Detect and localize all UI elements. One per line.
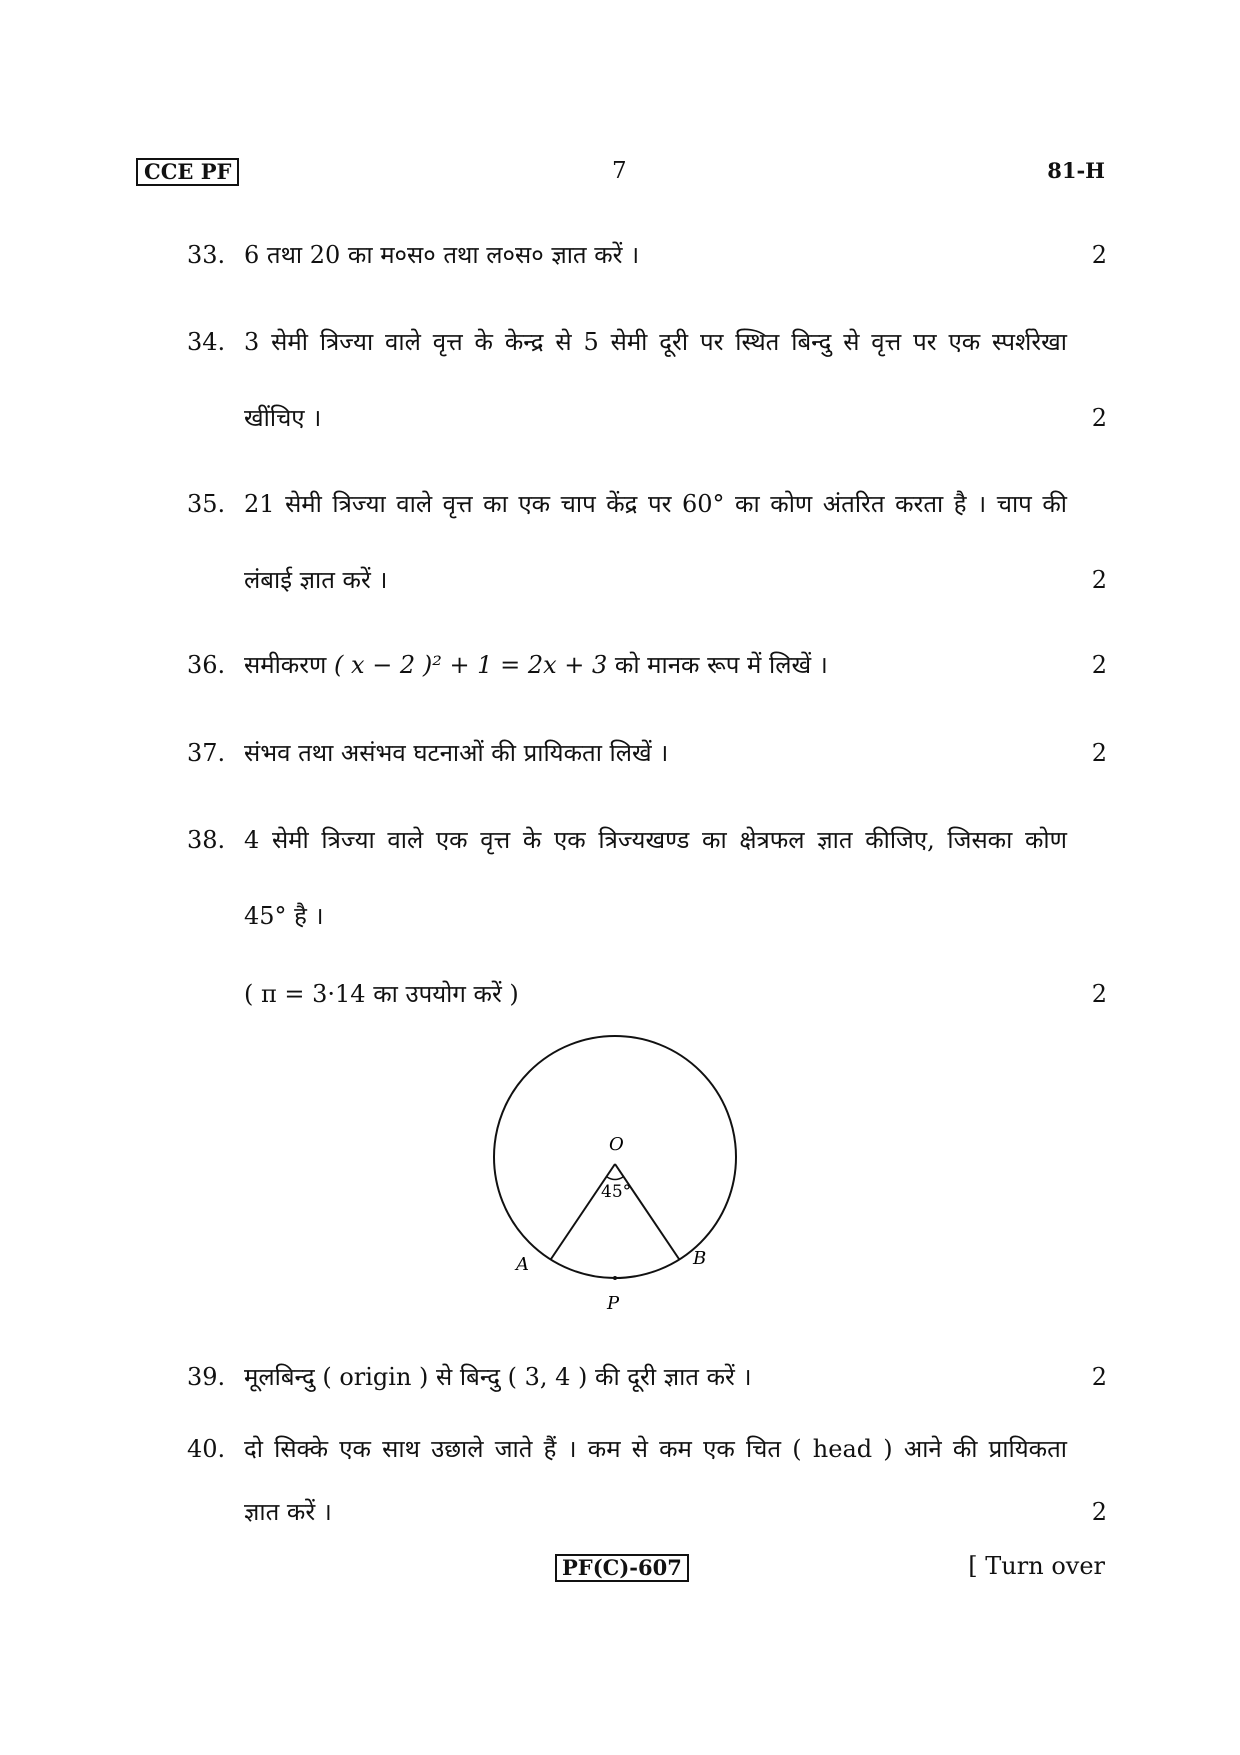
question-text-continued: ज्ञात करें । — [244, 1498, 332, 1526]
question-text: 6 तथा 20 का म०स० तथा ल०स० ज्ञात करें । — [244, 241, 640, 269]
question-text: 3 सेमी त्रिज्या वाले वृत्त के केन्द्र से 5 सेमी दूरी पर स्थित बिन्दु से वृत्त पर एक स्पर्शरेखा — [244, 328, 1067, 356]
question-marks: 2 — [1091, 566, 1107, 594]
question-33 — [187, 238, 1107, 271]
equation: ( x − 2 )² + 1 = 2x + 3 — [334, 651, 608, 679]
radius-ob — [615, 1164, 679, 1259]
question-marks: 2 — [1091, 739, 1107, 767]
question-marks: 2 — [1091, 651, 1107, 679]
question-marks: 2 — [1091, 980, 1107, 1008]
question-38 — [187, 823, 1107, 1010]
question-35 — [187, 487, 1107, 596]
page-number: 7 — [612, 158, 627, 184]
label-a: A — [516, 1254, 529, 1275]
question-number: 39. — [187, 1363, 226, 1391]
label-b: B — [693, 1248, 707, 1269]
question-text-continued: 45° है । — [244, 902, 324, 930]
circle-sector-diagram — [490, 1030, 760, 1320]
question-number: 40. — [187, 1435, 226, 1463]
question-36 — [187, 648, 1107, 681]
question-text: दो सिक्के एक साथ उछाले जाते हैं । कम से कम एक चित ( head ) आने की प्रायिकता — [244, 1435, 1067, 1463]
question-37 — [187, 736, 1107, 769]
question-marks: 2 — [1091, 404, 1107, 432]
circle — [494, 1036, 736, 1278]
angle-arc — [607, 1177, 623, 1180]
question-34 — [187, 325, 1107, 434]
question-marks: 2 — [1091, 1498, 1107, 1526]
question-number: 35. — [187, 490, 226, 518]
question-text: 21 सेमी त्रिज्या वाले वृत्त का एक चाप केंद्र पर 60° का कोण अंतरित करता है । चाप की — [244, 490, 1067, 518]
header-right-code: 81-H — [1047, 158, 1105, 183]
turn-over: [ Turn over — [968, 1552, 1105, 1580]
question-number: 33. — [187, 241, 226, 269]
radius-oa — [551, 1164, 615, 1259]
question-number: 37. — [187, 739, 226, 767]
question-marks: 2 — [1091, 1363, 1107, 1391]
point-p-dot — [613, 1276, 617, 1280]
question-text: मूलबिन्दु ( origin ) से बिन्दु ( 3, 4 ) की दूरी ज्ञात करें । — [244, 1363, 752, 1391]
question-number: 38. — [187, 826, 226, 854]
question-40 — [187, 1432, 1107, 1528]
label-p: P — [607, 1293, 620, 1314]
question-note: ( π = 3·14 का उपयोग करें ) — [244, 980, 519, 1008]
label-o: O — [609, 1134, 624, 1155]
question-text: 4 सेमी त्रिज्या वाले एक वृत्त के एक त्रिज्यखण्ड का क्षेत्रफल ज्ञात कीजिए, जिसका कोण — [244, 826, 1067, 854]
question-text-continued: लंबाई ज्ञात करें । — [244, 566, 388, 594]
header-left-code: CCE PF — [136, 158, 239, 186]
label-angle: 45° — [601, 1182, 632, 1202]
question-number: 36. — [187, 651, 226, 679]
question-text-continued: खींचिए । — [244, 404, 322, 432]
question-39 — [187, 1360, 1107, 1393]
question-text: समीकरण ( x − 2 )² + 1 = 2x + 3 को मानक रूप में लिखें । — [244, 651, 828, 679]
question-marks: 2 — [1091, 241, 1107, 269]
question-text: संभव तथा असंभव घटनाओं की प्रायिकता लिखें । — [244, 739, 669, 767]
footer-code: PF(C)-607 — [555, 1554, 689, 1582]
question-number: 34. — [187, 328, 226, 356]
